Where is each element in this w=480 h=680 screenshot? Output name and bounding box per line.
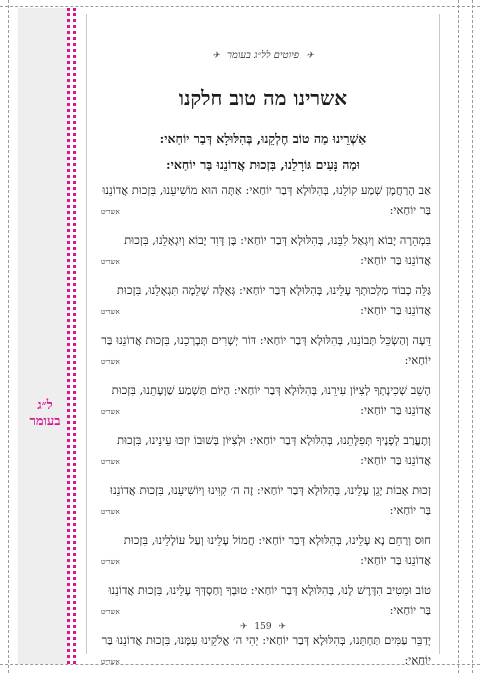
right-outer-cut-line [472,0,473,673]
verse-text: אַב הָרַחֲמָן שְׁמַע קוֹלֵנוּ, בְּהִלּוּלָא דְּבַר יוֹחַאי: אַתָּה הוּא מוֹשִׁיעֵנוּ, בִּזְכוּת אֲדוֹנֵנוּ בַּר יוֹחַאי: [102,183,431,217]
ornament-icon: ✈ [306,51,314,61]
page-number-value: 159 [254,622,272,632]
verse-refrain-tag: אשריט [101,258,120,266]
side-tab-dotted-border-left [67,8,70,664]
verse-text: הָשֵׁב שְׁכִינָתְךָ לְצִיּוֹן עִירֵנוּ, בְּהִלּוּלָא דְּבַר יוֹחַאי: הַיּוֹם תַּשְׁמַע שַׁוְעָתֵנוּ, בִּזְכוּת אֲדוֹנֵנוּ בַּר יוֹחַאי: [111,383,431,417]
verse-text: בִּמְהֵרָה יָבוֹא וְיִגְאַל לִבֵּנוּ, בְּהִלּוּלָא דְּבַר יוֹחַאי: בֶּן דָּוִד יָבוֹא וְיִגְאָלֵנוּ, בִּזְכוּת אֲדוֹנֵנוּ בַּר יוֹחַאי: [124,233,431,267]
page-title: אשרינו מה טוב חלקנו [178,86,348,110]
side-tab-label [20,398,70,430]
verse-text: וְתֶעֱרַב לְפָנֶיךָ תְּפִלָּתֵנוּ, בְּהִלּוּלָא דְּבַר יוֹחַאי: וּלְצִיּוֹן בְּשׁוּבוֹ יִזְכּוּ עֵינֵינוּ, בִּזְכוּת אֲדוֹנֵנוּ בַּר יוֹחַאי: [117,433,431,467]
refrain-line-2: וּמַה נָּעִים גּוֹרָלֵנוּ, בִּזְכוּת אֲדוֹנֵנוּ בַּר יוֹחַאי: [165,157,360,172]
top-cut-line [0,6,480,7]
verse-text: גַּלֵּה כְבוֹד מַלְכוּתְךָ עָלֵינוּ, בְּהִלּוּלָא דְּבַר יוֹחַאי: גְּאֻלָּה שְׁלֵמָה תִּגְאָלֵנוּ, בִּזְכוּת אֲדוֹנֵנוּ בַּר יוֹחַאי: [116,283,431,317]
side-tab-dotted-border-right [73,8,76,664]
verse-refrain-tag: אשריט [101,508,120,516]
verse-refrain-tag: אשריט [101,358,120,366]
verse-list [101,180,431,680]
left-cut-line [8,0,9,673]
verse-refrain-tag: אשריט [101,558,120,566]
side-tab-line2: בעומר [29,414,61,429]
verse [101,180,431,230]
verse [101,280,431,330]
verse [101,330,431,380]
running-head [87,50,439,61]
side-tab-line1: ל״ג [37,398,53,413]
verse [101,530,431,580]
verse [101,480,431,530]
verse-refrain-tag: אשריט [101,608,120,616]
ornament-icon: ✈ [239,622,248,632]
verse-refrain-tag: אשריט [101,308,120,316]
verse [101,380,431,430]
verse [101,230,431,280]
verse-refrain-tag: אשריט [101,208,120,216]
verse-text: טוֹב וּמֵטִיב הִדָּרֶשׁ לָנוּ, בְּהִלּוּלָא דְּבַר יוֹחַאי: טוּבְךָ וְחַסְדְּךָ עָלֵינוּ, בִּזְכוּת אֲדוֹנֵנוּ בַּר יוֹחַאי: [108,583,431,617]
verse-text: חוּס וְרַחֵם נָא עָלֵינוּ, בְּהִלּוּלָא דְּבַר יוֹחַאי: חֲמוֹל עָלֵינוּ וְעַל עוֹלָלֵינוּ, בִּזְכוּת אֲדוֹנֵנוּ בַּר יוֹחַאי: [123,533,431,567]
verse-refrain-tag: אשריט [101,408,120,416]
verse-text: דֵּעָה וְהַשְׂכֵּל תְּבוֹנֵנוּ, בְּהִלּוּלָא דְּבַר יוֹחַאי: דּוֹר יְשָׁרִים תְּבָרְכֵנוּ, בִּזְכוּת אֲדוֹנֵנוּ בַּר יוֹחַאי: [101,333,431,367]
ornament-icon: ✈ [212,51,220,61]
side-tab-strip [18,8,70,664]
page-number [87,622,439,632]
verse [101,430,431,480]
verse-refrain-tag: אשריט [101,458,120,466]
book-page [86,14,440,667]
verse-refrain-tag: אשריט [101,658,120,666]
running-head-text: פיוטים לל״ג בעומר [226,50,299,61]
ornament-icon: ✈ [278,622,287,632]
verse-text: יְדַבֵּר עַמִּים תַּחְתֵּנוּ, בְּהִלּוּלָא דְּבַר יוֹחַאי: יְהִי ה׳ אֱלֹקֵינוּ עִמָּנוּ, בִּזְכוּת אֲדוֹנֵנוּ בַּר יוֹחַאי: [101,633,431,667]
right-cut-line [458,0,459,673]
verse-text: זְכוּת אָבוֹת יָגֵן עָלֵינוּ, בְּהִלּוּלָא דְּבַר יוֹחַאי: זֶה ה׳ קִוִּינוּ וְיוֹשִׁיעֵנוּ, בִּזְכוּת אֲדוֹנֵנוּ בַּר יוֹחַאי: [110,483,431,517]
refrain-line-1: אַשְׁרֵינוּ מַה טוֹב חֶלְקֵנוּ, בְּהִלּוּלָא דְּבַר יוֹחַאי: [159,131,367,146]
